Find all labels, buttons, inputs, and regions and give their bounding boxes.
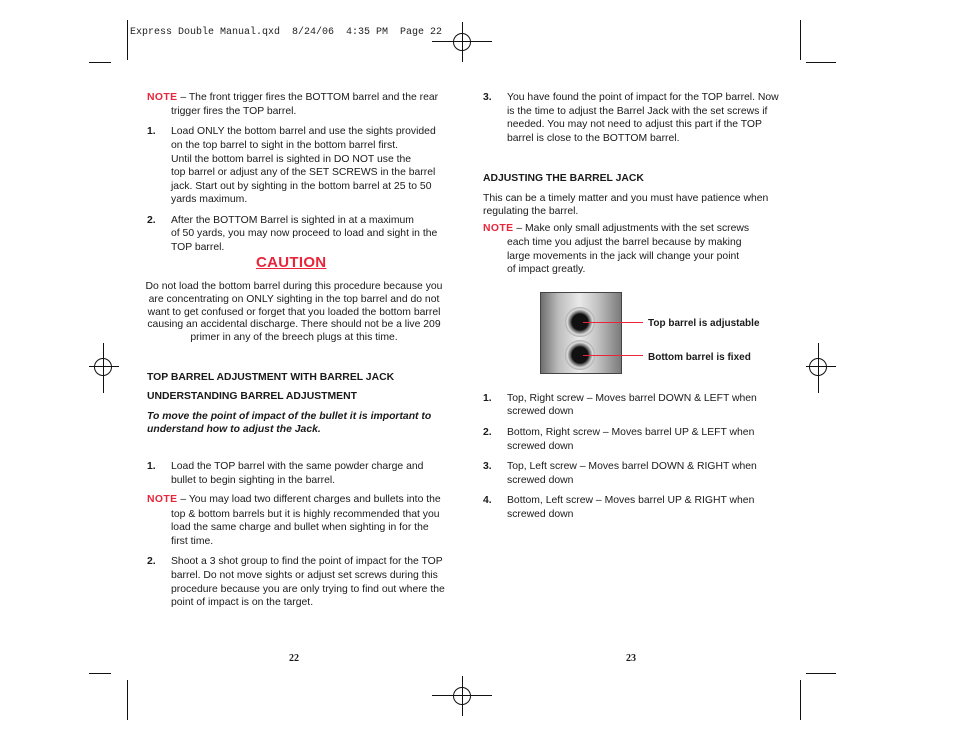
note-charges: NOTE – You may load two different charges and bullets into the: [147, 494, 441, 505]
step-number: 3.: [483, 92, 492, 103]
screw-text: screwed down: [507, 406, 574, 417]
step-text: Shoot a 3 shot group to find the point of impact for the TOP: [171, 556, 443, 567]
step-text: procedure because you are only trying to find out where the: [171, 584, 445, 595]
step-number: 3.: [483, 461, 492, 472]
note-label: NOTE: [147, 92, 178, 103]
italic-instruction: To move the point of impact of the bullet it is important to: [147, 411, 432, 422]
step-text: needed. You may not need to adjust this part if the TOP: [507, 119, 762, 130]
print-slug-header: Express Double Manual.qxd 8/24/06 4:35 PM Page 22: [130, 27, 443, 38]
step-text: After the BOTTOM Barrel is sighted in at a maximum: [171, 215, 414, 226]
step-text: bullet to begin sighting in the barrel.: [171, 475, 336, 486]
step-number: 2.: [483, 427, 492, 438]
caution-text: are concentrating on ONLY sighting in the top barrel and do not: [148, 294, 440, 305]
screw-text: Top, Left screw – Moves barrel DOWN & RIGHT when: [507, 461, 757, 472]
callout-top-barrel: Top barrel is adjustable: [648, 318, 760, 329]
screw-text: screwed down: [507, 509, 574, 520]
step-text: yards maximum.: [171, 194, 248, 205]
intro-text: regulating the barrel.: [483, 206, 579, 217]
step-text: Until the bottom barrel is sighted in DO NOT use the: [171, 154, 412, 165]
note-text: each time you adjust the barrel because by making: [507, 237, 742, 248]
step-text: of 50 yards, you may now proceed to load and sight in the: [171, 228, 438, 239]
intro-text: This can be a timely matter and you must have patience when: [483, 193, 769, 204]
note-label: NOTE: [147, 494, 178, 505]
section-subheading: UNDERSTANDING BARREL ADJUSTMENT: [147, 391, 357, 402]
callout-bottom-barrel: Bottom barrel is fixed: [648, 352, 751, 363]
caution-text: causing an accidental discharge. There should not be a live 209: [147, 319, 441, 330]
note-text: load the same charge and bullet when sighting in for the: [171, 522, 429, 533]
caution-title: CAUTION: [256, 254, 327, 271]
step-text: point of impact is on the target.: [171, 597, 314, 608]
note-text: large movements in the jack will change your point: [507, 251, 740, 262]
screw-text: Top, Right screw – Moves barrel DOWN & LEFT when: [507, 393, 757, 404]
step-number: 2.: [147, 215, 156, 226]
step-text: TOP barrel.: [171, 242, 225, 253]
step-text: Load ONLY the bottom barrel and use the sights provided: [171, 126, 436, 137]
callout-leader-top: [583, 322, 643, 323]
step-text: top barrel or adjust any of the SET SCREWS in the barrel: [171, 167, 436, 178]
step-text: You have found the point of impact for the TOP barrel. Now: [507, 92, 779, 103]
screw-text: screwed down: [507, 475, 574, 486]
step-number: 1.: [483, 393, 492, 404]
step-text: barrel. Do not move sights or adjust set screws during this: [171, 570, 438, 581]
step-number: 2.: [147, 556, 156, 567]
step-number: 1.: [147, 461, 156, 472]
step-text: on the top barrel to sight in the bottom barrel first.: [171, 140, 398, 151]
note-trigger-line: trigger fires the TOP barrel.: [171, 106, 297, 117]
step-text: barrel is close to the BOTTOM barrel.: [507, 133, 680, 144]
barrel-muzzle-photo: [540, 292, 622, 374]
page-number: 22: [289, 653, 299, 664]
step-number: 1.: [147, 126, 156, 137]
note-adjustments: NOTE – Make only small adjustments with the set screws: [483, 223, 750, 234]
step-text: is the time to adjust the Barrel Jack with the set screws if: [507, 106, 768, 117]
caution-text: primer in any of the breech plugs at this time.: [190, 332, 398, 343]
screw-text: Bottom, Right screw – Moves barrel UP & LEFT when: [507, 427, 755, 438]
step-text: Load the TOP barrel with the same powder charge and: [171, 461, 424, 472]
section-heading: TOP BARREL ADJUSTMENT WITH BARREL JACK: [147, 372, 395, 383]
note-text: top & bottom barrels but it is highly recommended that you: [171, 509, 440, 520]
note-text: of impact greatly.: [507, 264, 586, 275]
step-text: jack. Start out by sighting in the bottom barrel at 25 to 50: [171, 181, 432, 192]
screw-text: Bottom, Left screw – Moves barrel UP & RIGHT when: [507, 495, 755, 506]
screw-text: screwed down: [507, 441, 574, 452]
note-trigger: NOTE – The front trigger fires the BOTTOM barrel and the rear: [147, 92, 439, 103]
caution-text: want to get confused or forget that you loaded the bottom barrel: [147, 307, 441, 318]
note-label: NOTE: [483, 223, 514, 234]
step-number: 4.: [483, 495, 492, 506]
page-number: 23: [626, 653, 636, 664]
caution-text: Do not load the bottom barrel during this procedure because you: [145, 281, 443, 292]
section-heading: ADJUSTING THE BARREL JACK: [483, 173, 644, 184]
callout-leader-bottom: [583, 355, 643, 356]
italic-instruction: understand how to adjust the Jack.: [147, 424, 321, 435]
note-text: first time.: [171, 536, 214, 547]
